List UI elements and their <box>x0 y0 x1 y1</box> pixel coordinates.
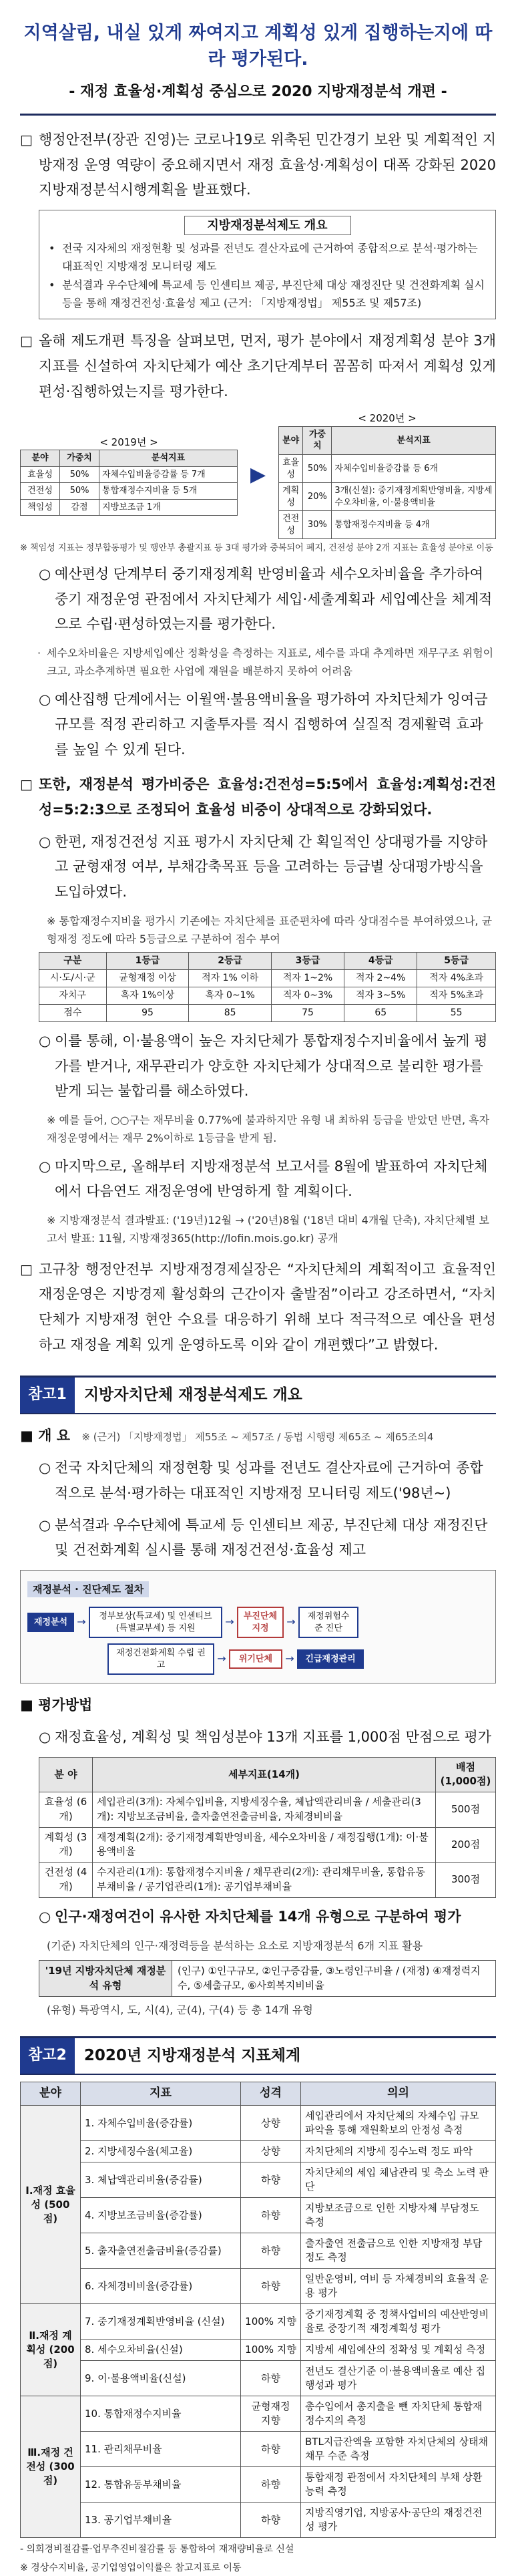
table-header-cell: 지표 <box>81 2082 241 2106</box>
table-cell: 흑자 0~1% <box>189 987 271 1005</box>
circle-bullet-icon: ○ <box>39 1459 51 1476</box>
type-list-text: (유형) 특광역시, 도, 시(4), 군(4), 구(4) 등 총 14개 유형 <box>47 2003 313 2016</box>
table-header-cell: 4등급 <box>344 953 417 970</box>
effect-note <box>20 1111 496 1147</box>
table-cell: 전년도 결산기준 이·불용액비율로 예산 집행성과 평가 <box>301 2361 496 2396</box>
effect-text: 이를 통해, 이·불용액이 높은 자치단체가 통합재정수지비율에서 높게 평가를 받거나, 재무관리가 양호한 자치단체가 상대적으로 불리한 평가를 받게 되는 불합리를 해소하였다. <box>55 1032 488 1100</box>
overview-item-text: 전국 자치단체의 재정현황 및 성과를 전년도 결산자료에 근거하여 종합적으로 분석·평가하는 대표적인 지방재정 모니터링 제도('98년~) <box>55 1459 483 1501</box>
procedure-row <box>27 1607 489 1638</box>
reform-paragraph <box>20 329 496 404</box>
procedure-step: 재정분석 <box>27 1613 74 1633</box>
table-cell: 20% <box>303 483 332 511</box>
table-cell: 하향 <box>241 2361 301 2396</box>
comparison-before <box>20 435 238 516</box>
table-header-cell: 3등급 <box>271 953 344 970</box>
arrow-right-icon: ▶ <box>250 463 266 487</box>
procedure-step: 부진단체 지정 <box>237 1607 284 1638</box>
table-row <box>21 2503 496 2538</box>
dot-bullet-icon: · <box>37 647 41 660</box>
table-header-cell: 분야 <box>21 2082 81 2106</box>
comparison-after-head: < 2020년 > <box>358 412 417 425</box>
table-cell: 하향 <box>241 2503 301 2538</box>
comparison-after <box>278 411 496 539</box>
table-cell: 상향 <box>241 2106 301 2141</box>
table-cell: 총수입에서 총지출을 뺀 자치단체 통합재정수지의 측정 <box>301 2396 496 2432</box>
table-header-cell: 성격 <box>241 2082 301 2106</box>
table-cell: 계획성 (3개) <box>39 1827 93 1863</box>
table-cell: 2. 지방세징수율(체고율) <box>81 2141 241 2162</box>
table-row <box>21 2361 496 2396</box>
reference-2-title <box>20 2036 496 2075</box>
comparison-after-table <box>278 426 496 539</box>
indicator-footnote: ※ 경상수지비율, 공기업영업이익률은 참고지표로 이동 <box>20 2563 242 2574</box>
summary-item-text: 분석결과 우수단체에 특교세 등 인센티브 제공, 부진단체 대상 재정진단 및 건전화계획 실시 등을 통해 재정건전성·효율성 제고 (근거: 「지방재정법」 제55조 및 제57조) <box>62 278 485 309</box>
table-cell: 효율성 <box>21 466 60 483</box>
table-cell: 효율성 <box>279 455 303 483</box>
effect-note-text: ※ 예를 들어, ○○구는 재무비율 0.77%에 불과하지만 유형 내 최하위 등급을 받았던 반면, 흑자 재정운영에서는 재무 2%이하로 1등급을 받게 됨. <box>47 1114 490 1145</box>
table-cell: 7. 중기재정계획반영비율 (신설) <box>81 2304 241 2340</box>
type-box-body: (인구) ①인구규모, ②인구증감률, ③노령인구비율 / (재정) ④재정력지수, ⑤세출규모, ⑥사회복지비비율 <box>172 1960 496 1997</box>
table-row <box>279 511 496 539</box>
table-row <box>21 2233 496 2269</box>
table-cell: 점수 <box>39 1004 107 1021</box>
quote-paragraph <box>20 1257 496 1358</box>
table-header-cell: 5등급 <box>417 953 496 970</box>
overview-heading <box>20 1424 496 1449</box>
summary-box <box>39 210 496 319</box>
table-cell: 세입관리에서 자치단체의 자체수입 규모 파악을 통해 재원확보의 안정성 측정 <box>301 2106 496 2141</box>
table-cell: 자체수입비율증감률 등 6개 <box>332 455 496 483</box>
execution-text: 예산집행 단계에서는 이월액·불용액비율을 평가하여 자치단체가 잉여금 규모를 적정 관리하고 지출투자를 적시 집행하여 실질적 경제활력 효과를 높일 수 있게 된다. <box>55 691 488 758</box>
table-cell: 하향 <box>241 2198 301 2233</box>
overview-item-text: 분석결과 우수단체에 특교세 등 인센티브 제공, 부진단체 대상 재정진단 및 건전화계획 실시를 통해 재정건전성·효율성 제고 <box>55 1516 488 1559</box>
table-cell: 적자 1% 이하 <box>189 970 271 987</box>
table-cell: 적자 5%초과 <box>417 987 496 1005</box>
table-row <box>279 483 496 511</box>
header-rule <box>20 114 496 116</box>
plan-note <box>20 644 496 680</box>
effect-paragraph <box>20 1029 496 1104</box>
table-cell: 하향 <box>241 2269 301 2304</box>
table-row <box>21 2106 496 2141</box>
procedure-step: 정부보상(특교세) 및 인센티브(특별교부세) 등 지원 <box>89 1607 222 1638</box>
type-criteria-text: (기준) 자치단체의 인구·재정력등을 분석하는 요소로 지방재정분석 6개 지표 활용 <box>47 1939 423 1952</box>
table-cell: 하향 <box>241 2162 301 2198</box>
table-header-cell: 배점 (1,000점) <box>436 1757 496 1792</box>
table-cell: 일반운영비, 여비 등 자체경비의 효율적 운용 평가 <box>301 2269 496 2304</box>
table-header-cell: 분야 <box>21 450 60 467</box>
comparison <box>20 411 496 539</box>
table-row <box>39 1004 496 1021</box>
table-cell: 55 <box>417 1004 496 1021</box>
table-cell: 계획성 <box>279 483 303 511</box>
procedure-title: 재정분석 · 진단제도 절차 <box>27 1581 149 1597</box>
circle-bullet-icon: ○ <box>39 1516 51 1533</box>
table-cell: 효율성 (6개) <box>39 1792 93 1828</box>
summary-item <box>49 239 486 275</box>
type-criteria <box>20 1937 496 1955</box>
circle-bullet-icon: ○ <box>39 1158 51 1174</box>
header <box>20 0 496 106</box>
table-cell: 하향 <box>241 2467 301 2503</box>
grade-text: 한편, 재정건전성 지표 평가시 자치단체 간 획일적인 상대평가를 지양하고 균형재정 여부, 부채감축목표 등을 고려하는 등급별 상대평가방식을 도입하였다. <box>55 833 488 901</box>
subheadline: - 재정 효율성·계획성 중심으로 2020 지방재정분석 개편 - <box>69 84 447 101</box>
plan-note-text: 세수오차비율은 지방세입예산 정확성을 측정하는 지표로, 세수를 과대 추계하면 재무구조 위험이 크고, 과소추계하면 필요한 사업에 재원을 배분하지 못하여 어려움 <box>47 647 494 678</box>
square-bullet-icon: □ <box>20 776 33 792</box>
intro-paragraph <box>20 128 496 203</box>
schedule-note <box>20 1211 496 1247</box>
arrow-right-icon: → <box>225 1615 234 1629</box>
arrow-right-icon: → <box>77 1615 86 1629</box>
square-bullet-icon: □ <box>20 333 33 349</box>
table-cell: 11. 관리채무비율 <box>81 2432 241 2467</box>
square-bullet-icon: □ <box>20 131 33 148</box>
procedure-step: 재정위험수준 진단 <box>298 1607 358 1638</box>
table-cell: 감점 <box>60 499 99 516</box>
table-header-cell: 2등급 <box>189 953 271 970</box>
indicator-table <box>20 2082 496 2538</box>
table-cell: 균형재정 지향 <box>241 2396 301 2432</box>
table-cell: 75 <box>271 1004 344 1021</box>
indicator-footnote: - 의회경비절감률·업무추진비절감률 등 통합하여 재재량비율로 신설 <box>20 2544 294 2555</box>
table-cell: 수지관리(1개): 통합재정수지비율 / 채무관리(2개): 관리채무비율, 통합유동부채비율 / 공기업관리(1개): 공기업부채비율 <box>93 1863 436 1898</box>
reference-1-title <box>20 1376 496 1414</box>
reference-heading: 2020년 지방재정분석 지표체계 <box>83 2046 301 2064</box>
table-cell: 적자 2~4% <box>344 970 417 987</box>
table-cell: 10. 통합재정수지비율 <box>81 2396 241 2432</box>
reform-text: 올해 제도개편 특징을 살펴보면, 먼저, 평가 분야에서 재정계획성 분야 3개 지표를 신설하여 자치단체가 예산 초기단계부터 꼼꼼히 따져서 계획성 있게 편성·집행하였는지를 평가한다. <box>39 333 496 399</box>
table-cell: 하향 <box>241 2233 301 2269</box>
table-cell: 30% <box>303 511 332 539</box>
weight-paragraph <box>20 772 496 823</box>
schedule-text: 마지막으로, 올해부터 지방재정분석 보고서를 8월에 발표하여 자치단체에서 다음연도 재정운영에 반영하게 할 계획이다. <box>55 1158 488 1200</box>
table-row <box>21 2396 496 2432</box>
evaluation-item-text: 인구·재정여건이 유사한 자치단체를 14개 유형으로 구분하여 평가 <box>55 1908 461 1925</box>
evaluation-heading: ■ 평가방법 <box>20 1697 93 1714</box>
type-box-label: '19년 지방자치단체 재정분석 유형 <box>39 1960 172 1997</box>
table-row <box>21 2304 496 2340</box>
table-row <box>21 2432 496 2467</box>
table-cell: 100% 지향 <box>241 2304 301 2340</box>
dot-bullet-icon: • <box>49 278 55 291</box>
table-row <box>21 499 238 516</box>
table-cell: 500점 <box>436 1792 496 1828</box>
table-cell: 8. 세수오차비율(신설) <box>81 2340 241 2361</box>
overview-item <box>20 1513 496 1564</box>
table-cell: 적자 1~2% <box>271 970 344 987</box>
table-cell: 건전성 <box>279 511 303 539</box>
square-bullet-icon: □ <box>20 1261 33 1277</box>
table-cell: 지방세 세입예산의 정확성 및 계획성 측정 <box>301 2340 496 2361</box>
table-cell: 세입관리(3개): 자체수입비율, 지방세징수율, 체납액관리비율 / 세출관리(3개): 지방보조금비율, 출자출연전출금비율, 자체경비비율 <box>93 1792 436 1828</box>
table-cell: 자치단체의 지방세 징수노력 정도 파악 <box>301 2141 496 2162</box>
table-row <box>39 987 496 1005</box>
table-header-cell: 의의 <box>301 2082 496 2106</box>
table-row <box>21 2269 496 2304</box>
table-row <box>279 455 496 483</box>
comparison-before-table <box>20 450 238 516</box>
table-cell: 3. 체납액관리비율(증감률) <box>81 2162 241 2198</box>
arrow-right-icon: → <box>286 1615 296 1629</box>
summary-item-text: 전국 지자체의 재정현황 및 성과를 전년도 결산자료에 근거하여 종합적으로 분석·평가하는 대표적인 지방재정 모니터링 제도 <box>62 242 478 273</box>
table-header-cell: 구분 <box>39 953 107 970</box>
table-cell: 자체수입비율증감률 등 7개 <box>99 466 238 483</box>
table-cell: 지방보조금으로 인한 지방자체 부담정도 측정 <box>301 2198 496 2233</box>
procedure-step: 긴급재정관리 <box>297 1649 364 1669</box>
circle-bullet-icon: ○ <box>39 833 51 850</box>
plan-text: 예산편성 단계부터 중기재정계획 반영비율과 세수오차비율을 추가하여 중기 재정운영 관점에서 자치단체가 세입·세출계획과 세입예산을 체계적으로 수립·편성하였는지를 평가한다. <box>55 565 493 633</box>
arrow-right-icon: → <box>285 1652 294 1665</box>
table-row <box>21 2141 496 2162</box>
comparison-note: ※ 책임성 지표는 정부합동평가 및 행안부 총괄지표 등 3대 평가와 중복되어 폐지, 건전성 분야 2개 지표는 효율성 분야로 이동 <box>20 543 493 554</box>
execution-paragraph <box>20 687 496 763</box>
table-cell: 책임성 <box>21 499 60 516</box>
table-row <box>21 2467 496 2503</box>
circle-bullet-icon: ○ <box>39 1908 51 1925</box>
reference-label: 참고2 <box>20 2038 75 2074</box>
table-cell: 9. 이·불용액비율(신설) <box>81 2361 241 2396</box>
table-row <box>39 1863 496 1898</box>
summary-item <box>49 276 486 312</box>
schedule-note-text: ※ 지방재정분석 결과발표: ('19년)12월 → ('20년)8월 ('18년 대비 4개월 단축), 자치단체별 보고서 발표: 11월, 지방재정365(http://lofin.mois.go.kr) 공개 <box>47 1214 489 1245</box>
evaluation-table <box>39 1757 496 1898</box>
table-cell: 시·도/시·군 <box>39 970 107 987</box>
table-cell: 적자 3~5% <box>344 987 417 1005</box>
type-box <box>39 1960 496 1997</box>
arrow-right-icon: → <box>217 1652 226 1665</box>
table-cell: 균형재정 이상 <box>106 970 189 987</box>
overview-item <box>20 1456 496 1506</box>
table-header-cell: 가중치 <box>303 426 332 454</box>
grade-note <box>20 912 496 948</box>
circle-bullet-icon: ○ <box>39 1728 51 1745</box>
table-cell: 50% <box>303 455 332 483</box>
table-cell: 300점 <box>436 1863 496 1898</box>
table-header-cell: 세부지표(14개) <box>93 1757 436 1792</box>
table-cell: 13. 공기업부채비율 <box>81 2503 241 2538</box>
table-cell: 5. 출자출연전출금비율(증감률) <box>81 2233 241 2269</box>
table-cell: 100% 지향 <box>241 2340 301 2361</box>
table-cell: 12. 통합유동부채비율 <box>81 2467 241 2503</box>
table-cell: 6. 자체경비비율(증감률) <box>81 2269 241 2304</box>
intro-text: 행정안전부(장관 진영)는 코로나19로 위축된 민간경기 보완 및 계획적인 지방재정 운영 역량이 중요해지면서 재정 효율성·계획성이 대폭 강화된 2020 지방재정분석시행계획을 발표했다. <box>39 131 496 198</box>
table-header-cell: 분석지표 <box>99 450 238 467</box>
table-row <box>39 1792 496 1828</box>
table-cell: 4. 지방보조금비율(증감률) <box>81 2198 241 2233</box>
procedure-row <box>27 1643 489 1675</box>
quote-text: 고규창 행정안전부 지방재정경제실장은 “자치단체의 계획적이고 효율적인 재정운영은 지방경제 활성화의 근간이자 출발점”이라고 강조하면서, “자치단체가 지방재정 현안 수요를 대응하기 위해 보다 적극적으로 예산을 편성하고 재정을 계획 있게 운영하도록 이와 같이 개편했다”고 밝혔다. <box>39 1261 496 1353</box>
procedure-diagram <box>20 1570 496 1683</box>
overview-basis: ※ (근거) 「지방재정법」 제55조 ~ 제57조 / 동법 시행령 제65조 ~ 제65조의4 <box>81 1431 434 1444</box>
table-row <box>21 2198 496 2233</box>
table-row <box>21 2340 496 2361</box>
table-row <box>21 483 238 500</box>
table-cell: 적자 4%초과 <box>417 970 496 987</box>
evaluation-item <box>20 1905 496 1930</box>
area-cell: Ⅲ.재정 건전성 (300점) <box>21 2396 81 2538</box>
table-cell: 95 <box>106 1004 189 1021</box>
schedule-paragraph <box>20 1154 496 1205</box>
reference-heading: 지방자치단체 재정분석제도 개요 <box>83 1386 302 1404</box>
table-cell: 흑자 1%이상 <box>106 987 189 1005</box>
evaluation-item-text: 재정효율성, 계획성 및 책임성분야 13개 지표를 1,000점 만점으로 평가 <box>55 1728 492 1745</box>
headline: 지역살림, 내실 있게 짜여지고 계획성 있게 집행하는지에 따라 평가된다. <box>23 23 493 70</box>
table-cell: 통합재정수지비율 등 5개 <box>99 483 238 500</box>
table-cell: 출자출연 전출금으로 인한 지방재정 부담정도 측정 <box>301 2233 496 2269</box>
summary-title: 지방재정분석제도 개요 <box>184 216 351 235</box>
table-cell: 중기재정계획 중 정책사업비의 예산반영비율로 중장기적 재정계획성 평가 <box>301 2304 496 2340</box>
table-cell: 자치단체의 세입 체납관리 및 축소 노력 판단 <box>301 2162 496 2198</box>
circle-bullet-icon: ○ <box>39 1032 51 1049</box>
table-cell: 지방보조금 1개 <box>99 499 238 516</box>
circle-bullet-icon: ○ <box>39 691 51 707</box>
table-cell: 3개(신설): 중기재정계획반영비율, 지방세수오차비율, 이·불용액비율 <box>332 483 496 511</box>
table-cell: 65 <box>344 1004 417 1021</box>
reference-label: 참고1 <box>20 1378 75 1413</box>
table-cell: 통합재정 관점에서 자치단체의 부채 상환능력 측정 <box>301 2467 496 2503</box>
table-cell: 200점 <box>436 1827 496 1863</box>
table-row <box>39 1827 496 1863</box>
weight-text: 또한, 재정분석 평가비중은 효율성:건전성=5:5에서 효율성:계획성:건전성=5:2:3으로 조정되어 효율성 비중이 상대적으로 강화되었다. <box>39 776 496 818</box>
table-cell: 건전성 (4개) <box>39 1863 93 1898</box>
dot-bullet-icon: • <box>49 242 55 255</box>
table-cell: 자치구 <box>39 987 107 1005</box>
table-row <box>21 466 238 483</box>
type-list <box>20 2001 496 2019</box>
procedure-step: 위기단체 <box>229 1649 282 1669</box>
area-cell: Ⅰ.재정 효율성 (500점) <box>21 2106 81 2304</box>
table-cell: 통합재정수지비율 등 4개 <box>332 511 496 539</box>
area-cell: Ⅱ.재정 계획성 (200점) <box>21 2304 81 2396</box>
table-header-cell: 분야 <box>279 426 303 454</box>
table-header-cell: 분석지표 <box>332 426 496 454</box>
overview-head-text: ■ 개 요 <box>20 1428 71 1444</box>
plan-paragraph <box>20 562 496 637</box>
table-header-cell: 분 야 <box>39 1757 93 1792</box>
procedure-step: 재정건전화계획 수립 권고 <box>107 1643 214 1675</box>
table-cell: 하향 <box>241 2432 301 2467</box>
table-cell: 상향 <box>241 2141 301 2162</box>
grade-table <box>39 952 496 1022</box>
circle-bullet-icon: ○ <box>39 565 51 582</box>
evaluation-item <box>20 1725 496 1750</box>
table-cell: 재정계획(2개): 중기재정계획반영비율, 세수오차비율 / 재정집행(1개): 이·불용액비율 <box>93 1827 436 1863</box>
table-row <box>39 970 496 987</box>
table-header-cell: 가중치 <box>60 450 99 467</box>
table-header-cell: 1등급 <box>106 953 189 970</box>
comparison-before-head: < 2019년 > <box>99 436 158 448</box>
table-cell: 지방직영기업, 지방공사·공단의 재정건전성 평가 <box>301 2503 496 2538</box>
table-cell: 85 <box>189 1004 271 1021</box>
table-cell: 50% <box>60 466 99 483</box>
grade-paragraph <box>20 830 496 905</box>
table-cell: 50% <box>60 483 99 500</box>
table-cell: 건전성 <box>21 483 60 500</box>
table-cell: 적자 0~3% <box>271 987 344 1005</box>
table-row <box>21 2162 496 2198</box>
table-cell: BTL지급잔액을 포함한 자치단체의 상태채 채무 수준 측정 <box>301 2432 496 2467</box>
grade-note-text: ※ 통합재정수지비율 평가시 기존에는 자치단체를 표준편차에 따라 상대점수를 부여하였으나, 균형재정 정도에 따라 5등급으로 구분하여 점수 부여 <box>47 914 493 946</box>
table-cell: 1. 자체수입비율(증감률) <box>81 2106 241 2141</box>
